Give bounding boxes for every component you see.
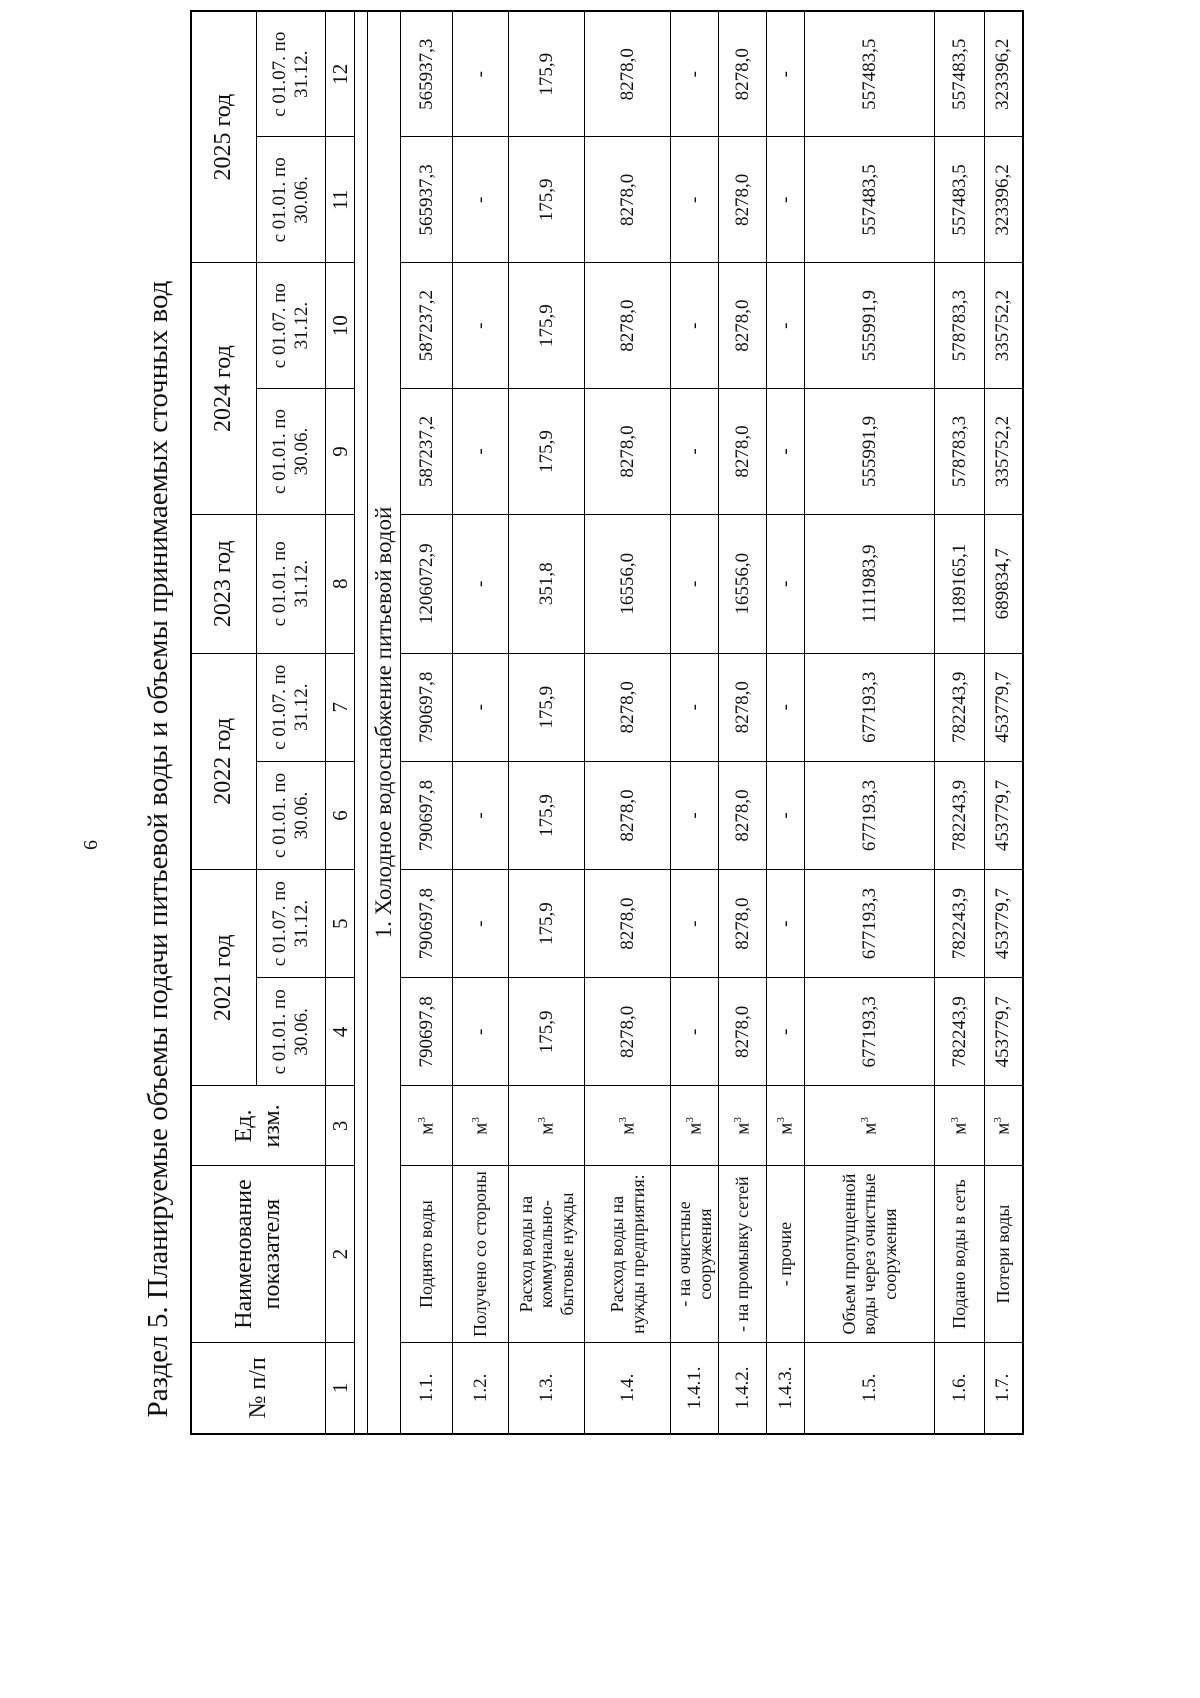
water-volumes-table [190, 10, 1024, 1435]
value-cell: 8278,0 [719, 137, 767, 263]
header-index-cell: 6 [326, 761, 355, 869]
header-index-cell: 12 [326, 11, 355, 137]
header-num: № п/п [191, 1342, 326, 1434]
value-cell: 8278,0 [719, 263, 767, 389]
value-cell: 557483,5 [935, 137, 985, 263]
header-index-cell: 11 [326, 137, 355, 263]
unit-text: м [774, 1122, 796, 1135]
value-cell: 790697,8 [401, 870, 453, 978]
unit-exponent: 3 [415, 1117, 428, 1123]
value-cell: 453779,7 [985, 653, 1023, 761]
value-cell: 677193,3 [805, 761, 935, 869]
value-cell: - [767, 514, 805, 653]
value-cell: 175,9 [509, 978, 585, 1086]
unit-exponent: 3 [858, 1117, 871, 1123]
row-unit [509, 1086, 585, 1166]
row-unit [805, 1086, 935, 1166]
table-row [767, 11, 805, 1434]
row-number: 1.4.3. [767, 1342, 805, 1434]
unit-text: м [992, 1122, 1014, 1135]
value-cell: 351,8 [509, 514, 585, 653]
table-row [985, 11, 1023, 1434]
header-year-2023: 2023 год [191, 514, 257, 653]
value-cell: 8278,0 [585, 653, 671, 761]
unit-exponent: 3 [535, 1117, 548, 1123]
value-cell: 8278,0 [585, 137, 671, 263]
row-name: Расход воды на нужды предприятия: [585, 1166, 671, 1342]
header-period: с 01.01. по 30.06. [257, 389, 326, 515]
unit-exponent: 3 [992, 1117, 1005, 1123]
value-cell: 323396,2 [985, 11, 1023, 137]
value-cell: - [671, 263, 719, 389]
value-cell: - [671, 11, 719, 137]
value-cell: 335752,2 [985, 389, 1023, 515]
value-cell: 677193,3 [805, 978, 935, 1086]
value-cell: 782243,9 [935, 653, 985, 761]
value-cell: 8278,0 [719, 761, 767, 869]
value-cell: 453779,7 [985, 978, 1023, 1086]
header-unit: Ед. изм. [191, 1086, 326, 1166]
value-cell: 8278,0 [719, 978, 767, 1086]
header-index-cell: 10 [326, 263, 355, 389]
row-name: Подано воды в сеть [935, 1166, 985, 1342]
row-number: 1.5. [805, 1342, 935, 1434]
value-cell: 1206072,9 [401, 514, 453, 653]
header-period: с 01.01. по 30.06. [257, 137, 326, 263]
table-row [585, 11, 671, 1434]
value-cell: 8278,0 [585, 978, 671, 1086]
unit-text: м [469, 1122, 491, 1135]
value-cell: 8278,0 [719, 653, 767, 761]
row-name: Потери воды [985, 1166, 1023, 1342]
row-name: Объем пропущенной воды через очистные сооружения [805, 1166, 935, 1342]
value-cell: 323396,2 [985, 137, 1023, 263]
unit-exponent: 3 [469, 1117, 482, 1123]
value-cell: 453779,7 [985, 761, 1023, 869]
value-cell: 565937,3 [401, 137, 453, 263]
value-cell: 578783,3 [935, 389, 985, 515]
value-cell: 175,9 [509, 11, 585, 137]
value-cell: - [767, 137, 805, 263]
value-cell: 8278,0 [585, 263, 671, 389]
value-cell: 16556,0 [719, 514, 767, 653]
header-index-cell: 4 [326, 978, 355, 1086]
row-unit [453, 1086, 509, 1166]
section-row [368, 11, 401, 1434]
row-number: 1.3. [509, 1342, 585, 1434]
value-cell: - [767, 263, 805, 389]
unit-exponent: 3 [948, 1117, 961, 1123]
row-unit [935, 1086, 985, 1166]
value-cell: 565937,3 [401, 11, 453, 137]
value-cell: 782243,9 [935, 761, 985, 869]
row-unit [767, 1086, 805, 1166]
row-unit [671, 1086, 719, 1166]
unit-exponent: 3 [616, 1117, 629, 1123]
unit-exponent: 3 [683, 1117, 696, 1123]
header-period: с 01.07. по 31.12. [257, 870, 326, 978]
value-cell: 175,9 [509, 263, 585, 389]
row-name: Получено со стороны [453, 1166, 509, 1342]
value-cell: 175,9 [509, 870, 585, 978]
unit-text: м [858, 1122, 880, 1135]
header-year-2021: 2021 год [191, 870, 257, 1086]
header-index-cell: 5 [326, 870, 355, 978]
header-index-cell: 9 [326, 389, 355, 515]
value-cell: - [671, 137, 719, 263]
value-cell: 453779,7 [985, 870, 1023, 978]
unit-text: м [731, 1122, 753, 1135]
value-cell: 335752,2 [985, 263, 1023, 389]
row-number: 1.4.2. [719, 1342, 767, 1434]
page-number: 6 [80, 840, 102, 850]
value-cell: 175,9 [509, 389, 585, 515]
table-row [805, 11, 935, 1434]
value-cell: 8278,0 [585, 389, 671, 515]
unit-text: м [948, 1122, 970, 1135]
header-period: с 01.01. по 31.12. [257, 514, 326, 653]
value-cell: - [767, 11, 805, 137]
header-name: Наименование показателя [191, 1166, 326, 1342]
row-name: - на промывку сетей [719, 1166, 767, 1342]
value-cell: - [453, 978, 509, 1086]
value-cell: 175,9 [509, 761, 585, 869]
value-cell: 790697,8 [401, 761, 453, 869]
row-number: 1.7. [985, 1342, 1023, 1434]
table-row [935, 11, 985, 1434]
unit-text: м [616, 1122, 638, 1135]
row-number: 1.6. [935, 1342, 985, 1434]
value-cell: - [453, 870, 509, 978]
header-index-cell: 7 [326, 653, 355, 761]
row-name: - прочие [767, 1166, 805, 1342]
value-cell: 578783,3 [935, 263, 985, 389]
value-cell: - [453, 11, 509, 137]
table-row [671, 11, 719, 1434]
row-unit [585, 1086, 671, 1166]
value-cell: - [767, 389, 805, 515]
row-name: Поднято воды [401, 1166, 453, 1342]
value-cell: - [453, 514, 509, 653]
value-cell: 1111983,9 [805, 514, 935, 653]
value-cell: 782243,9 [935, 870, 985, 978]
header-period: с 01.01. по 30.06. [257, 761, 326, 869]
value-cell: 557483,5 [935, 11, 985, 137]
value-cell: - [671, 870, 719, 978]
row-unit [985, 1086, 1023, 1166]
value-cell: 689834,7 [985, 514, 1023, 653]
value-cell: - [767, 870, 805, 978]
table-row [719, 11, 767, 1434]
value-cell: - [671, 389, 719, 515]
value-cell: - [671, 761, 719, 869]
table-row [401, 11, 453, 1434]
spacer-row [355, 11, 368, 1434]
value-cell: 1189165,1 [935, 514, 985, 653]
value-cell: - [453, 263, 509, 389]
value-cell: 790697,8 [401, 653, 453, 761]
row-unit [719, 1086, 767, 1166]
value-cell: - [767, 653, 805, 761]
header-period: с 01.07. по 31.12. [257, 11, 326, 137]
unit-text: м [683, 1122, 705, 1135]
value-cell: - [767, 761, 805, 869]
value-cell: - [453, 653, 509, 761]
value-cell: 587237,2 [401, 263, 453, 389]
row-number: 1.4. [585, 1342, 671, 1434]
header-index-cell: 3 [326, 1086, 355, 1166]
value-cell: - [453, 389, 509, 515]
header-period: с 01.07. по 31.12. [257, 653, 326, 761]
section-title: 1. Холодное водоснабжение питьевой водой [368, 11, 401, 1434]
unit-exponent: 3 [731, 1117, 744, 1123]
value-cell: 8278,0 [585, 11, 671, 137]
value-cell: 557483,5 [805, 137, 935, 263]
value-cell: 8278,0 [719, 870, 767, 978]
value-cell: 587237,2 [401, 389, 453, 515]
row-unit [401, 1086, 453, 1166]
row-name: - на очистные сооружения [671, 1166, 719, 1342]
value-cell: - [453, 761, 509, 869]
value-cell: 175,9 [509, 653, 585, 761]
header-period: с 01.01. по 30.06. [257, 978, 326, 1086]
value-cell: 175,9 [509, 137, 585, 263]
table-row [453, 11, 509, 1434]
value-cell: 8278,0 [585, 761, 671, 869]
unit-exponent: 3 [774, 1117, 787, 1123]
header-index-cell: 2 [326, 1166, 355, 1342]
value-cell: 677193,3 [805, 653, 935, 761]
row-name: Расход воды на коммунально-бытовые нужды [509, 1166, 585, 1342]
value-cell: 8278,0 [719, 11, 767, 137]
header-index-cell: 1 [326, 1342, 355, 1434]
unit-text: м [415, 1122, 437, 1135]
value-cell: 790697,8 [401, 978, 453, 1086]
value-cell: 16556,0 [585, 514, 671, 653]
header-year-2024: 2024 год [191, 263, 257, 515]
value-cell: 677193,3 [805, 870, 935, 978]
value-cell: 557483,5 [805, 11, 935, 137]
value-cell: 782243,9 [935, 978, 985, 1086]
header-index-row [326, 11, 355, 1434]
header-period: с 01.07. по 31.12. [257, 263, 326, 389]
value-cell: - [767, 978, 805, 1086]
header-index-cell: 8 [326, 514, 355, 653]
page-title: Раздел 5. Планируемые объемы подачи питьевой воды и объемы принимаемых сточных вод [142, 280, 174, 1418]
value-cell: 8278,0 [719, 389, 767, 515]
header-year-2025: 2025 год [191, 11, 257, 263]
table-row [509, 11, 585, 1434]
unit-text: м [535, 1122, 557, 1135]
value-cell: 555991,9 [805, 389, 935, 515]
value-cell: 555991,9 [805, 263, 935, 389]
value-cell: - [671, 653, 719, 761]
value-cell: - [671, 514, 719, 653]
row-number: 1.2. [453, 1342, 509, 1434]
row-number: 1.4.1. [671, 1342, 719, 1434]
value-cell: 8278,0 [585, 870, 671, 978]
value-cell: - [453, 137, 509, 263]
row-number: 1.1. [401, 1342, 453, 1434]
header-year-2022: 2022 год [191, 653, 257, 869]
value-cell: - [671, 978, 719, 1086]
header-years-row [191, 11, 257, 1434]
